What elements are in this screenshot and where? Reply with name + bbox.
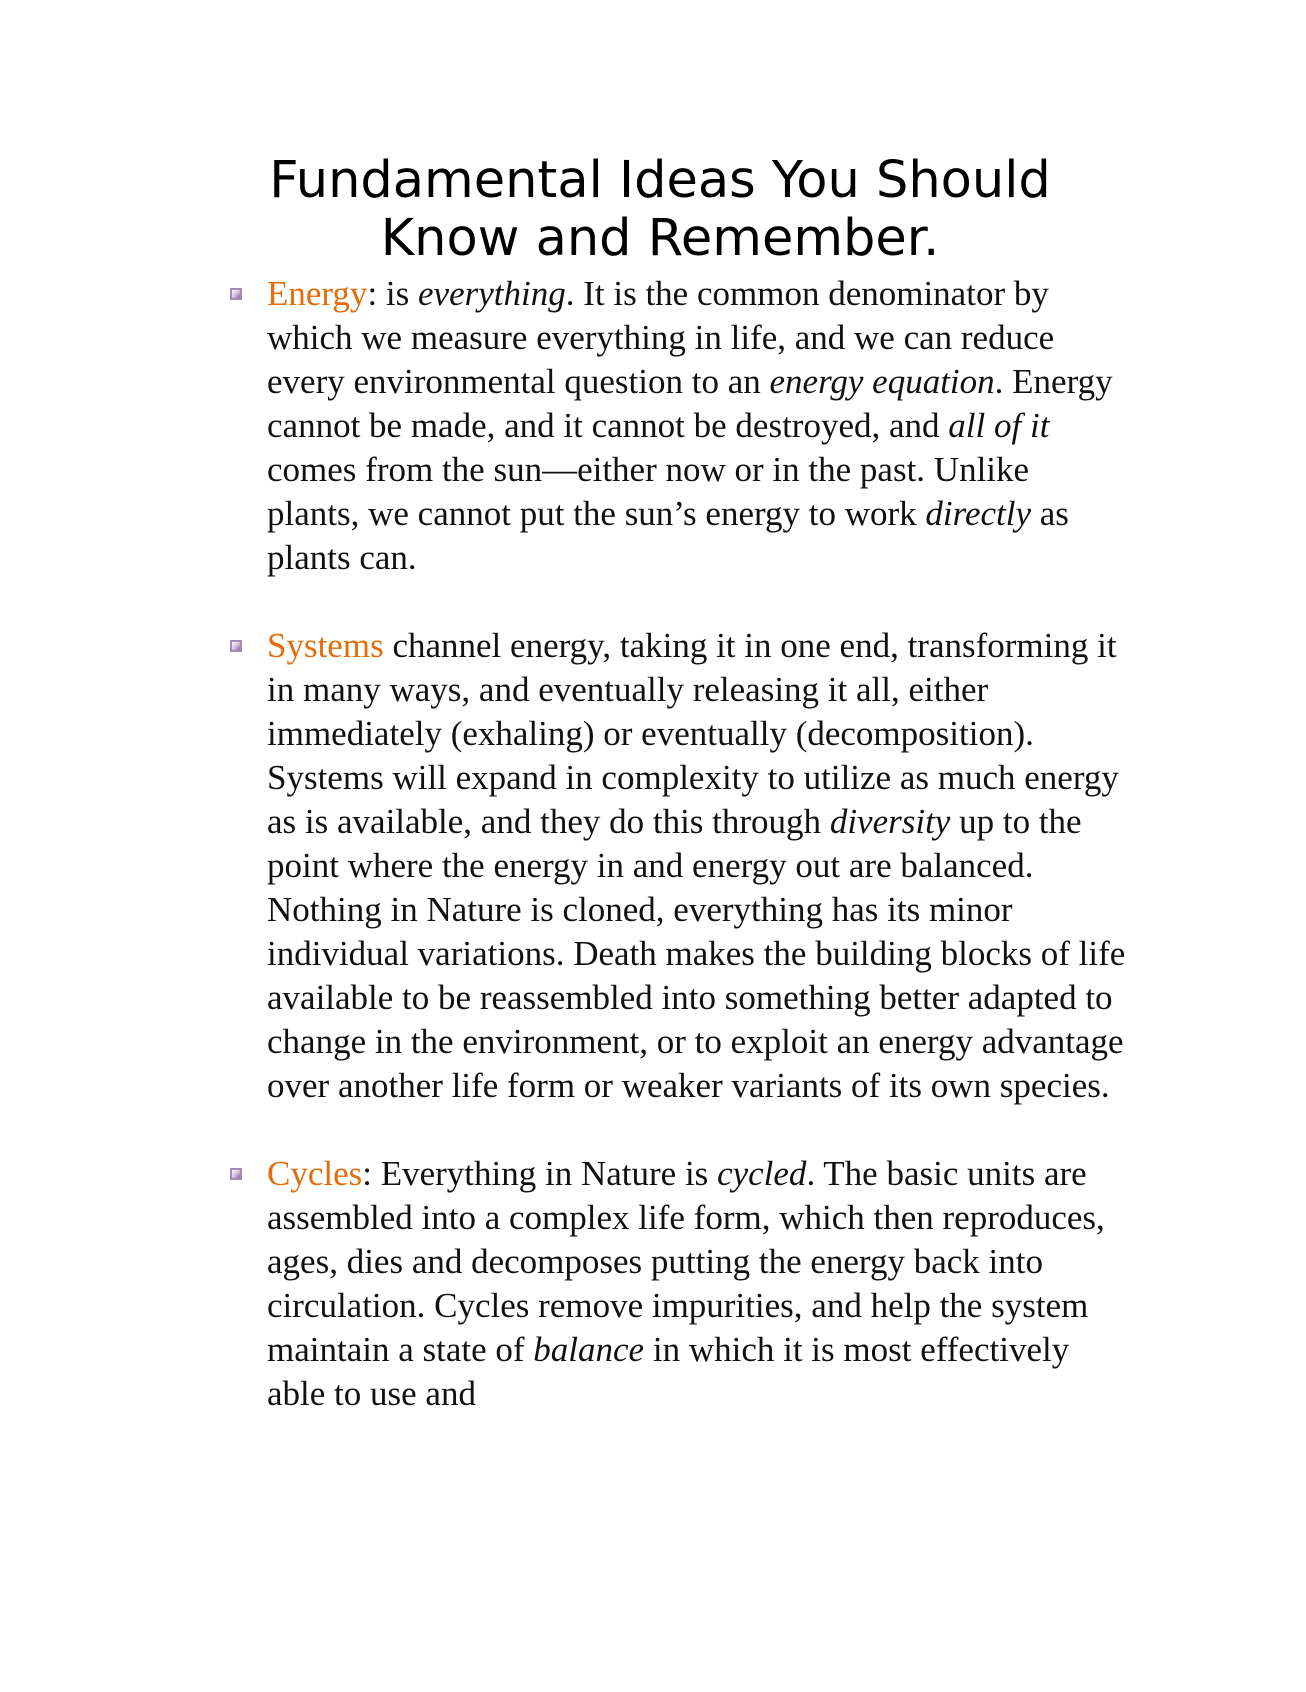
bullet-text: comes from the sun—either now or in the past. Unlike plants, we cannot put the sun’s energy to work bbox=[267, 450, 1030, 533]
title-line-1: Fundamental Ideas You Should bbox=[269, 151, 1051, 210]
bullet-term: Energy bbox=[267, 274, 368, 313]
bullet-text: . The basic units are assembled into a complex life form, which then reproduces, ages, dies and decomposes putting the energy back into circulation. Cycles remove impurities, and help the system maintain a state of bbox=[267, 1154, 1105, 1369]
bullet-text-italic: cycled bbox=[717, 1154, 807, 1193]
bullet-text: up to the point where the energy in and energy out are balanced. Nothing in Nature is cloned, everything has its minor individual variations. Death makes the building blocks of life available to be reassembled into something better adapted to change in the environment, or to exploit an energy advantage over another life form or weaker variants of its own species. bbox=[267, 802, 1126, 1105]
bullet-term: Cycles bbox=[267, 1154, 363, 1193]
title-line-2: Know and Remember. bbox=[380, 209, 940, 268]
bullet-list bbox=[230, 272, 1130, 1460]
bullet-text-italic: balance bbox=[533, 1330, 645, 1369]
square-bullet-icon bbox=[230, 288, 242, 300]
bullet-text-italic: directly bbox=[925, 494, 1032, 533]
page-title bbox=[200, 152, 1120, 268]
square-bullet-icon bbox=[230, 1168, 242, 1180]
bullet-text-italic: all of it bbox=[948, 406, 1050, 445]
bullet-text: channel energy, taking it in one end, transforming it in many ways, and eventually releasing it all, either immediately (exhaling) or eventually (decomposition). Systems will expand in complexity to utilize as much energy as is available, and they do this through bbox=[267, 626, 1119, 841]
bullet-text: . It is the common denominator by which we measure everything in life, and we can reduce every environmental question to an bbox=[267, 274, 1055, 401]
bullet-item-cycles bbox=[230, 1152, 1130, 1416]
bullet-text: in which it is most effectively able to use and bbox=[267, 1330, 1070, 1413]
bullet-text-italic: diversity bbox=[829, 802, 951, 841]
bullet-item-energy bbox=[230, 272, 1130, 580]
bullet-text: : Everything in Nature is bbox=[362, 1154, 718, 1193]
bullet-term: Systems bbox=[267, 626, 384, 665]
bullet-text: : is bbox=[367, 274, 419, 313]
bullet-item-systems bbox=[230, 624, 1130, 1108]
square-bullet-icon bbox=[230, 640, 242, 652]
bullet-text-italic: energy equation bbox=[769, 362, 995, 401]
bullet-text: . Energy cannot be made, and it cannot be destroyed, and bbox=[267, 362, 1113, 445]
bullet-text: as plants can. bbox=[267, 494, 1069, 577]
bullet-text-italic: everything bbox=[418, 274, 566, 313]
